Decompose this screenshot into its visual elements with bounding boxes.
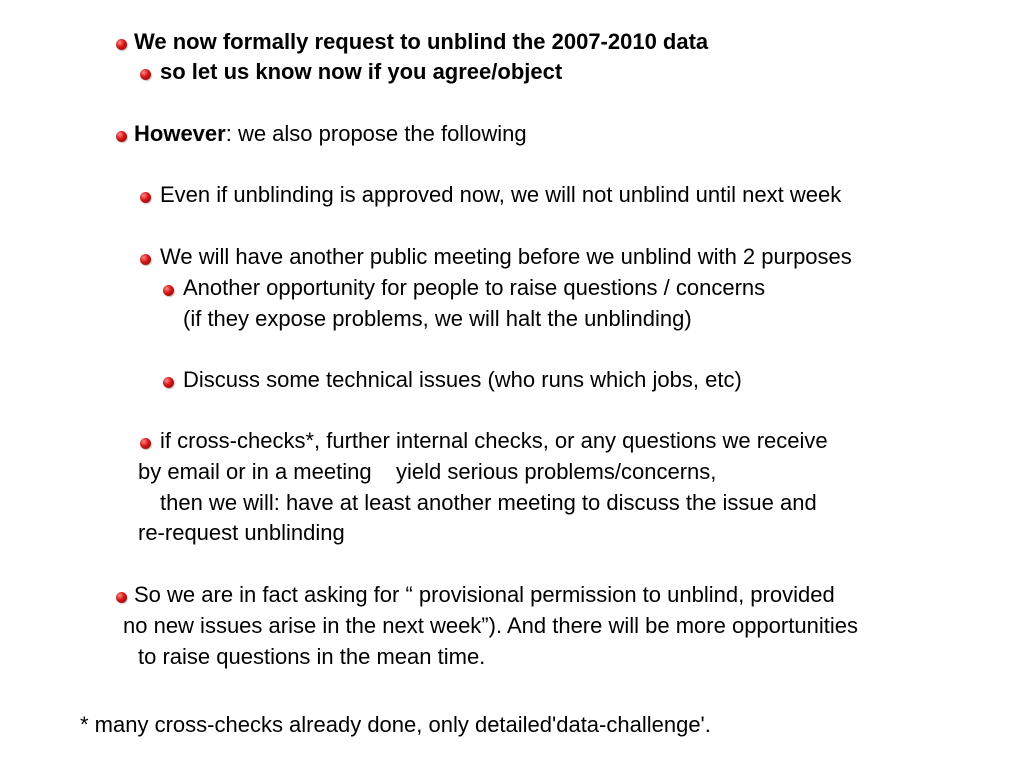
bullet-icon [140,69,151,80]
continuation-text: to raise questions in the mean time. [138,644,486,669]
bullet-text [134,121,527,147]
bullet-icon [116,592,127,603]
bullet-text: We now formally request to unblind the 2007-2010 data [134,29,709,54]
bullet-icon [163,377,174,388]
continuation-text: no new issues arise in the next week”). And there will be more opportunities [123,613,858,638]
bullet-icon [116,131,127,142]
continuation-text: by email or in a meeting yield serious problems/concerns, [138,459,717,484]
continuation-text: then we will: have at least another meeting to discuss the issue and [160,490,817,515]
bullet-text-rest: : we also propose the following [225,121,527,146]
bullet-text: so let us know now if you agree/object [160,59,563,84]
emphasis-text: However [134,121,226,146]
continuation-text: re-request unblinding [138,520,345,545]
bullet-icon [140,438,151,449]
bullet-icon [116,39,127,50]
bullet-text: Another opportunity for people to raise questions / concerns [183,275,766,300]
bullet-text: We will have another public meeting before we unblind with 2 purposes [160,244,852,269]
bullet-icon [140,192,151,203]
footnote: * many cross-checks already done, only detailed'data-challenge'. [80,712,711,737]
continuation-text: (if they expose problems, we will halt the unblinding) [183,306,692,331]
bullet-text: Even if unblinding is approved now, we will not unblind until next week [160,182,842,207]
bullet-icon [163,285,174,296]
bullet-text: if cross-checks*, further internal checks, or any questions we receive [160,428,828,453]
bullet-icon [140,254,151,265]
bullet-text: So we are in fact asking for “ provisional permission to unblind, provided [134,582,835,607]
bullet-text: Discuss some technical issues (who runs which jobs, etc) [183,367,742,392]
